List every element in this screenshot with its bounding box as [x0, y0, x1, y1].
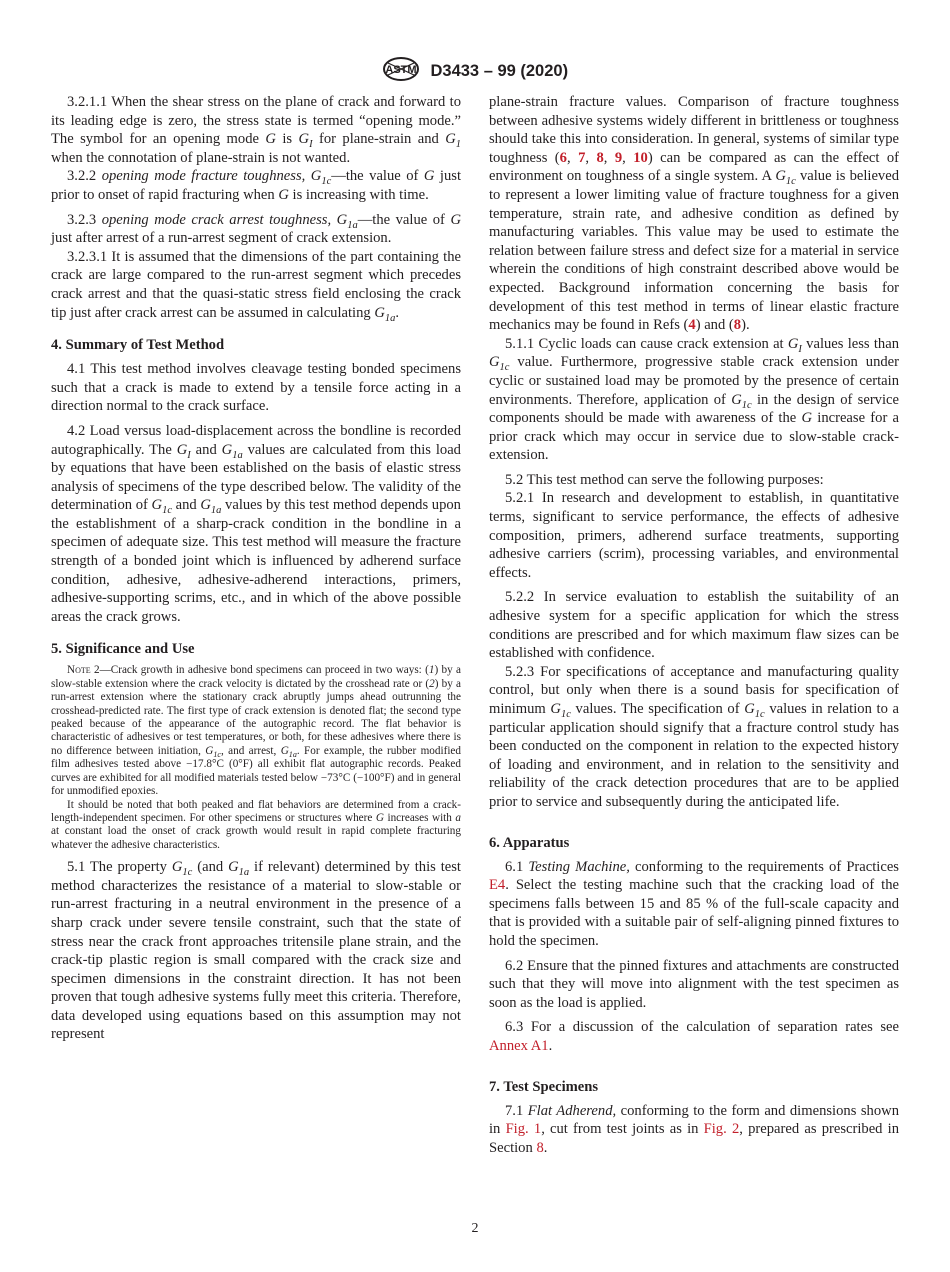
paragraph-5-2-1: 5.2.1 In research and development to establish, in quantitative terms, significant to service performance, the effects of adhesive composition, primers, adherend surface treatments, supporting adhesive carriers (scrim), processing variables, and environmental effects. [489, 490, 899, 581]
paragraph-3-2-3: 3.2.3 opening mode crack arrest toughness, $G_{1a}—the$ value of G just after arrest of a run-arrest segment of crack extension. [51, 211, 461, 247]
note-2-continued: It should be noted that both peaked and flat behaviors are determined from a crack-length-independent specimen. For other specimens or structures where G increases with a at constant load the onset of crack growth would result in rapid complete fracturing whatever the adhesive characteristics. [51, 798, 461, 851]
e4-link[interactable]: E4 [489, 877, 506, 894]
ref-link-4[interactable]: 4 [688, 317, 696, 334]
paragraph-5-1: 5.1 The property $G_{1c}$ (and $G_{1a}$ if relevant) determined by this test method characterizes the resistance of a material to slow-stable or run-arrest fracturing in a neutral environment in the presence of a sharp crack under severe tensile constraint, such that the state of stress near the crack front approaches tritensile plane strain, and the crack-tip plastic region is small compared with the crack size and specimen dimensions in the constraint direction. It has not been proven that tough adhesive systems fully meet this criteria. Therefore, data developed using equations based on this assumption may not represent [51, 859, 461, 1043]
annex-a1-link[interactable]: Annex A1 [489, 1037, 549, 1054]
paragraph-7-1: 7.1 Flat Adherend, conforming to the form and dimensions shown in Fig. 1, cut from test joints as in Fig. 2, prepared as prescribed in Section 8. [489, 1102, 900, 1156]
paragraph-6-3: 6.3 For a discussion of the calculation of separation rates see Annex A1. [489, 1019, 899, 1054]
paragraph-5-2-3: 5.2.3 For specifications of acceptance and manufacturing quality control, but only when there is a sound basis for specification of minimum $G_{1c}$ values. The specification of $G_{1c}$ values in relation to a particular application should signify that a fracture control study has been conducted on the component in relation to the expected history of loading and environment, and in relation to the sensitivity and reliability of the crack detection procedures that are to be applied prior to service and subsequently during the anticipated life. [489, 663, 900, 810]
paragraph-3-2-3-1: 3.2.3.1 It is assumed that the dimensions of the part containing the crack are large compared to the run-arrest segment which precedes crack arrest and that the quasi-static stress field enclosing the crack tip just after crack arrest can be assumed in calculating $G_{1a}$. [51, 248, 461, 324]
standard-designation: D3433 – 99 (2020) [430, 62, 569, 80]
fig-1-link[interactable]: Fig. 1 [505, 1121, 542, 1138]
left-column [51, 93, 461, 1044]
paragraph-5-1-continued: plane-strain fracture values. Comparison of fracture toughness between adhesive systems widely different in brittleness or toughness should take this into consideration. In general, systems of similar type toughness (6, 7, 8, 9, 10) can be compared as can the effect of environment on toughness of a single system. A $G_{1c}$ value is believed to represent a lower limiting value of fracture toughness for a given temperature, strain rate, and adhesive condition as defined by manufacturing variables. This value may be used to estimate the relation between failure stress and defect size for a material in service wherein the conditions of high constraint described above would be expected. Background information concerning the basis for development of this test method in terms of linear elastic fracture mechanics may be found in Refs (4) and (8). [489, 94, 900, 334]
section-heading-4: 4. Summary of Test Method [51, 337, 225, 354]
paragraph-4-1: 4.1 This test method involves cleavage testing bonded specimens such that a crack is made to extend by a tensile force acting in a direction normal to the crack surface. [51, 361, 461, 415]
section-heading-5: 5. Significance and Use [51, 641, 195, 658]
astm-logo [382, 56, 420, 87]
section-8-link[interactable]: 8 [536, 1139, 544, 1156]
paragraph-6-2: 6.2 Ensure that the pinned fixtures and attachments are constructed such that they will move into alignment with the test specimen as soon as the load is applied. [489, 957, 899, 1011]
paragraph-6-1: 6.1 Testing Machine, conforming to the requirements of Practices E4. Select the testing machine such that the cracking load of the specimens falls between 15 and 85 % of the full-scale capacity and that is provided with a suitable pair of self-aligning pinned fixtures to hold the specimen. [489, 858, 899, 949]
ref-link-7[interactable]: 7 [578, 149, 586, 166]
fig-2-link[interactable]: Fig. 2 [703, 1121, 740, 1138]
paragraph-3-2-2: 3.2.2 opening mode fracture toughness, $G_{1c}—the$ value of G just prior to onset of rapid fracturing when G is increasing with time. [51, 168, 462, 203]
page-header [0, 56, 950, 87]
page-number: 2 [471, 1221, 479, 1236]
paragraph-5-1-1: 5.1.1 Cyclic loads can cause crack extension at $G_I$ values less than $G_{1c}$ value. Furthermore, progressive stable crack extension under cyclic or sustained load may be promoted by the presence of certain environments. Therefore, application of $G_{1c}$ in the design of service components should be made with awareness of the G increase for a prior crack which may occur in service due to slow-stable crack-extension. [489, 335, 900, 464]
note-2: Note 2—Crack growth in adhesive bond specimens can proceed in two ways: (1) by a slow-stable extension where the crack velocity is dictated by the crosshead rate or (2) by a run-arrest extension where the stationary crack abruptly jumps ahead outrunning the crosshead-predicted rate. The first type of crack extension is denoted flat; the second type peaked because of the appearance of the autographic record. The flat behavior is characteristic of adhesives or test temperatures, or both, for these adhesives where there is no difference between initiation, $G_{1c}$, and arrest, $G_{1a}$. For example, the rubber modified film adhesives tested above −17.8°C (0°F) all exhibit flat autographic records. Peaked curves are exhibited for all modified materials tested below −73°C (−100°F) and in general for unmodified epoxies. [51, 664, 461, 798]
section-heading-7: 7. Test Specimens [489, 1078, 599, 1095]
ref-link-8[interactable]: 8 [596, 149, 604, 166]
ref-link-9[interactable]: 9 [614, 149, 623, 166]
ref-link-10[interactable]: 10 [633, 149, 648, 166]
paragraph-5-2: 5.2 This test method can serve the following purposes: [505, 471, 824, 488]
paragraph-3-2-1-1: 3.2.1.1 When the shear stress on the plane of crack and forward to its leading edge is zero, the stress state is termed “opening mode.” The symbol for an opening mode G is $G_I$ for plane-strain and $G_1$ when the connotation of plane-strain is not wanted. [51, 94, 461, 166]
paragraph-5-2-2: 5.2.2 In service evaluation to establish the suitability of an adhesive system for a specific application for which the stress conditions are prescribed and for which maximum flaw sizes can be established with confidence. [489, 589, 899, 662]
paragraph-4-2: 4.2 Load versus load-displacement across the bondline is recorded autographically. The $G_I$ and $G_{1a}$ values are calculated from this load by equations that have been established on the basis of elastic stress analysis of specimens of the type described below. The validity of the determination of $G_{1c}$ and $G_{1a}$ values by this test method depends upon the establishment of a sharp-crack condition in the bondline in a specimen of adequate size. This test method will measure the fracture strength of a bonded joint which is influenced by adherend surface condition, adhesive, adhesive-adherend interactions, primers, adhesive-supporting scrims, etc., and in which of the above possible areas the crack grows. [51, 422, 461, 625]
right-column [489, 93, 899, 1157]
ref-link-8b[interactable]: 8 [733, 317, 742, 334]
svg-text:ASTM: ASTM [385, 64, 417, 76]
ref-link-6[interactable]: 6 [559, 149, 567, 166]
section-heading-6: 6. Apparatus [489, 834, 570, 851]
